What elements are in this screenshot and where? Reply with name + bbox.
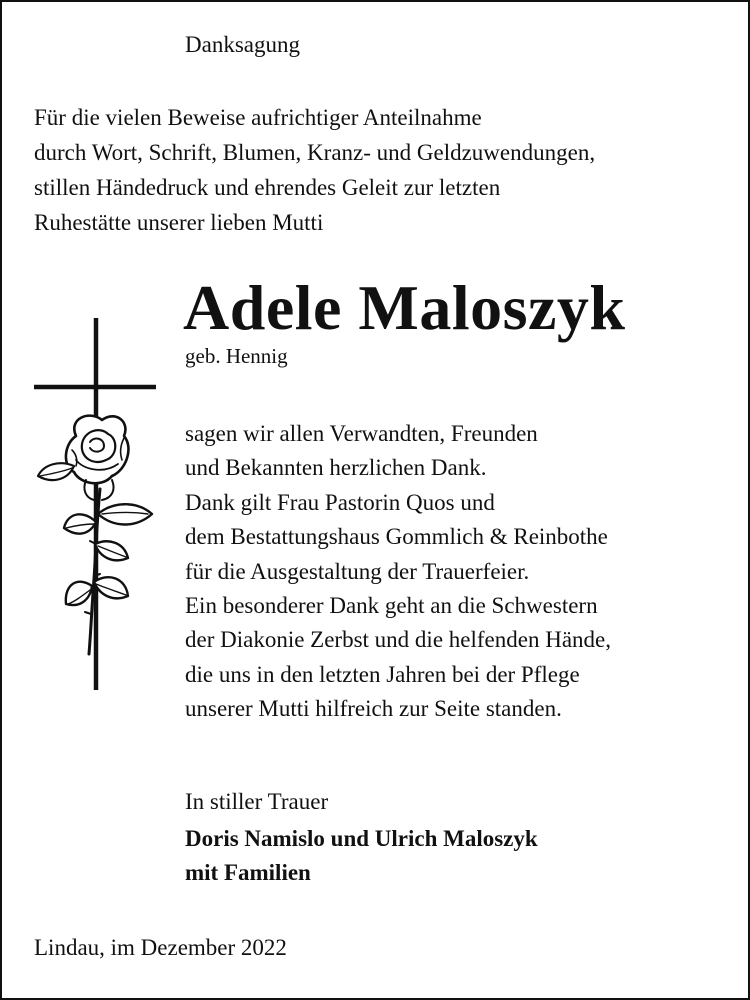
place-date: Lindau, im Dezember 2022 [34,935,287,960]
thanks-line: die uns in den letzten Jahren bei der Pflege [185,661,580,687]
thanks-line: Ein besonderer Dank geht an die Schwestern [185,593,598,619]
signer-line: mit Familien [185,860,311,885]
thanks-text [185,417,611,727]
thanks-line: sagen wir allen Verwandten, Freunden [185,421,538,446]
thanks-line: und Bekannten herzlichen Dank. [185,455,487,481]
signer-line: Doris Namislo und Ulrich Maloszyk [185,826,538,851]
born-name: geb. Hennig [185,344,288,368]
thanks-line: dem Bestattungshaus Gommlich & Reinbothe [185,524,608,550]
mourning-phrase: In stiller Trauer [185,789,329,814]
signers [185,822,538,890]
intro-text [34,100,734,240]
thanks-line: der Diakonie Zerbst und die helfenden Hände, [185,627,611,653]
thanks-line: Dank gilt Frau Pastorin Quos und [185,489,495,515]
intro-line: Für die vielen Beweise aufrichtiger Anteilnahme [34,105,482,130]
thanks-line: für die Ausgestaltung der Trauerfeier. [185,558,530,584]
notice-heading: Danksagung [185,32,300,57]
intro-line: durch Wort, Schrift, Blumen, Kranz- und Geldzuwendungen, [34,140,596,165]
thanks-line: unserer Mutti hilfreich zur Seite standen. [185,696,562,722]
intro-line: stillen Händedruck und ehrendes Geleit zur letzten [34,175,501,200]
intro-line: Ruhestätte unserer lieben Mutti [34,210,324,235]
deceased-name: Adele Maloszyk [183,272,626,343]
cross-with-rose-icon [28,314,163,699]
